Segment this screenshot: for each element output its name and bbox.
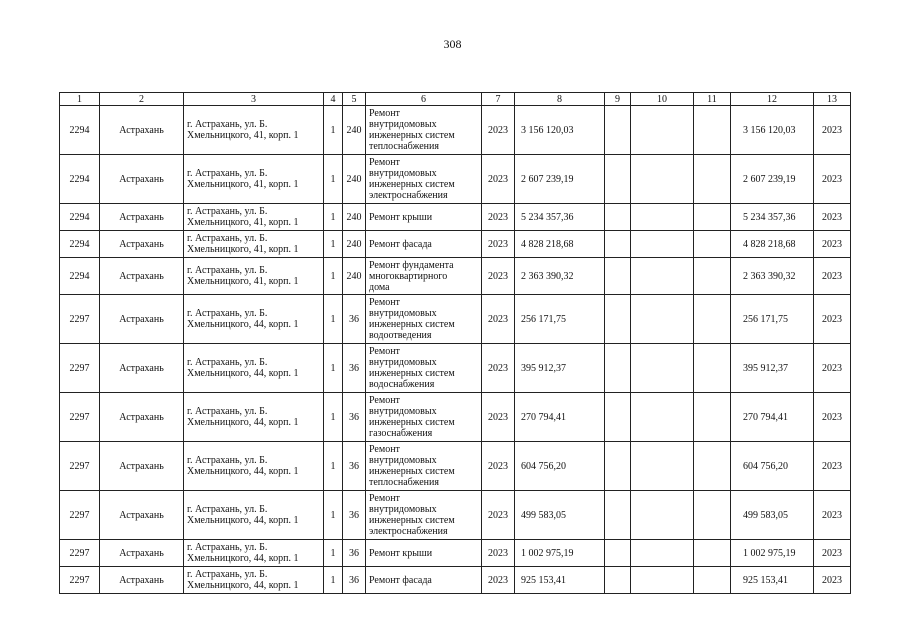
table-row xyxy=(60,231,851,258)
column-9-cell xyxy=(605,155,631,204)
column-10-cell xyxy=(631,540,694,567)
year-cell: 2023 xyxy=(482,258,515,295)
municipality-cell: Астрахань xyxy=(100,295,184,344)
column-header: 12 xyxy=(731,93,814,106)
total-cost-cell: 4 828 218,68 xyxy=(731,231,814,258)
municipality-cell: Астрахань xyxy=(100,106,184,155)
completion-year-cell: 2023 xyxy=(814,491,851,540)
municipality-cell: Астрахань xyxy=(100,491,184,540)
column-5-cell: 240 xyxy=(343,258,366,295)
work-type-cell: Ремонт фасада xyxy=(366,567,482,594)
column-4-cell: 1 xyxy=(324,344,343,393)
column-9-cell xyxy=(605,231,631,258)
table-row xyxy=(60,295,851,344)
municipality-cell: Астрахань xyxy=(100,258,184,295)
work-type-cell: Ремонт крыши xyxy=(366,540,482,567)
column-5-cell: 36 xyxy=(343,344,366,393)
address-cell: г. Астрахань, ул. Б. Хмельницкого, 41, корп. 1 xyxy=(184,204,324,231)
table-row xyxy=(60,155,851,204)
address-cell: г. Астрахань, ул. Б. Хмельницкого, 41, корп. 1 xyxy=(184,106,324,155)
cost-cell: 4 828 218,68 xyxy=(515,231,605,258)
table-row xyxy=(60,106,851,155)
year-cell: 2023 xyxy=(482,231,515,258)
column-header: 2 xyxy=(100,93,184,106)
address-cell: г. Астрахань, ул. Б. Хмельницкого, 44, корп. 1 xyxy=(184,442,324,491)
record-id-cell: 2294 xyxy=(60,155,100,204)
municipality-cell: Астрахань xyxy=(100,231,184,258)
column-9-cell xyxy=(605,540,631,567)
address-cell: г. Астрахань, ул. Б. Хмельницкого, 41, корп. 1 xyxy=(184,231,324,258)
cost-cell: 1 002 975,19 xyxy=(515,540,605,567)
column-11-cell xyxy=(694,258,731,295)
column-header: 9 xyxy=(605,93,631,106)
completion-year-cell: 2023 xyxy=(814,540,851,567)
total-cost-cell: 5 234 357,36 xyxy=(731,204,814,231)
work-type-cell: Ремонт фундамента многоквартирного дома xyxy=(366,258,482,295)
column-header: 8 xyxy=(515,93,605,106)
record-id-cell: 2297 xyxy=(60,344,100,393)
year-cell: 2023 xyxy=(482,204,515,231)
completion-year-cell: 2023 xyxy=(814,155,851,204)
address-cell: г. Астрахань, ул. Б. Хмельницкого, 44, корп. 1 xyxy=(184,491,324,540)
column-11-cell xyxy=(694,567,731,594)
record-id-cell: 2294 xyxy=(60,258,100,295)
column-10-cell xyxy=(631,491,694,540)
municipality-cell: Астрахань xyxy=(100,204,184,231)
column-10-cell xyxy=(631,295,694,344)
total-cost-cell: 2 607 239,19 xyxy=(731,155,814,204)
cost-cell: 5 234 357,36 xyxy=(515,204,605,231)
completion-year-cell: 2023 xyxy=(814,258,851,295)
column-4-cell: 1 xyxy=(324,491,343,540)
column-10-cell xyxy=(631,567,694,594)
completion-year-cell: 2023 xyxy=(814,295,851,344)
column-10-cell xyxy=(631,231,694,258)
record-id-cell: 2297 xyxy=(60,491,100,540)
column-5-cell: 36 xyxy=(343,393,366,442)
total-cost-cell: 925 153,41 xyxy=(731,567,814,594)
column-4-cell: 1 xyxy=(324,442,343,491)
column-10-cell xyxy=(631,442,694,491)
column-4-cell: 1 xyxy=(324,393,343,442)
cost-cell: 270 794,41 xyxy=(515,393,605,442)
column-10-cell xyxy=(631,258,694,295)
record-id-cell: 2294 xyxy=(60,204,100,231)
column-9-cell xyxy=(605,393,631,442)
column-header: 3 xyxy=(184,93,324,106)
record-id-cell: 2297 xyxy=(60,393,100,442)
column-5-cell: 36 xyxy=(343,540,366,567)
page-number: 308 xyxy=(443,37,462,51)
total-cost-cell: 604 756,20 xyxy=(731,442,814,491)
column-5-cell: 36 xyxy=(343,491,366,540)
address-cell: г. Астрахань, ул. Б. Хмельницкого, 44, корп. 1 xyxy=(184,540,324,567)
column-11-cell xyxy=(694,491,731,540)
completion-year-cell: 2023 xyxy=(814,344,851,393)
column-9-cell xyxy=(605,106,631,155)
cost-cell: 395 912,37 xyxy=(515,344,605,393)
column-4-cell: 1 xyxy=(324,106,343,155)
column-11-cell xyxy=(694,155,731,204)
address-cell: г. Астрахань, ул. Б. Хмельницкого, 41, корп. 1 xyxy=(184,155,324,204)
completion-year-cell: 2023 xyxy=(814,231,851,258)
total-cost-cell: 499 583,05 xyxy=(731,491,814,540)
column-9-cell xyxy=(605,344,631,393)
year-cell: 2023 xyxy=(482,344,515,393)
record-id-cell: 2297 xyxy=(60,567,100,594)
address-cell: г. Астрахань, ул. Б. Хмельницкого, 44, корп. 1 xyxy=(184,393,324,442)
work-type-cell: Ремонт внутридомовых инженерных систем газоснабжения xyxy=(366,393,482,442)
column-11-cell xyxy=(694,231,731,258)
column-header: 1 xyxy=(60,93,100,106)
column-11-cell xyxy=(694,442,731,491)
column-10-cell xyxy=(631,106,694,155)
year-cell: 2023 xyxy=(482,567,515,594)
year-cell: 2023 xyxy=(482,442,515,491)
column-11-cell xyxy=(694,344,731,393)
column-11-cell xyxy=(694,106,731,155)
total-cost-cell: 395 912,37 xyxy=(731,344,814,393)
municipality-cell: Астрахань xyxy=(100,155,184,204)
municipality-cell: Астрахань xyxy=(100,344,184,393)
column-5-cell: 240 xyxy=(343,204,366,231)
column-10-cell xyxy=(631,393,694,442)
column-4-cell: 1 xyxy=(324,231,343,258)
column-9-cell xyxy=(605,258,631,295)
year-cell: 2023 xyxy=(482,295,515,344)
record-id-cell: 2294 xyxy=(60,106,100,155)
work-type-cell: Ремонт внутридомовых инженерных систем теплоснабжения xyxy=(366,442,482,491)
table-row xyxy=(60,491,851,540)
column-5-cell: 36 xyxy=(343,567,366,594)
year-cell: 2023 xyxy=(482,491,515,540)
column-header: 13 xyxy=(814,93,851,106)
column-5-cell: 240 xyxy=(343,155,366,204)
column-11-cell xyxy=(694,204,731,231)
total-cost-cell: 270 794,41 xyxy=(731,393,814,442)
address-cell: г. Астрахань, ул. Б. Хмельницкого, 44, корп. 1 xyxy=(184,295,324,344)
completion-year-cell: 2023 xyxy=(814,106,851,155)
column-5-cell: 36 xyxy=(343,442,366,491)
municipality-cell: Астрахань xyxy=(100,567,184,594)
cost-cell: 604 756,20 xyxy=(515,442,605,491)
column-header: 7 xyxy=(482,93,515,106)
completion-year-cell: 2023 xyxy=(814,442,851,491)
work-type-cell: Ремонт внутридомовых инженерных систем водоснабжения xyxy=(366,344,482,393)
column-11-cell xyxy=(694,393,731,442)
cost-cell: 256 171,75 xyxy=(515,295,605,344)
table-row xyxy=(60,204,851,231)
column-header: 10 xyxy=(631,93,694,106)
column-10-cell xyxy=(631,204,694,231)
column-9-cell xyxy=(605,491,631,540)
column-9-cell xyxy=(605,567,631,594)
column-header: 6 xyxy=(366,93,482,106)
cost-cell: 499 583,05 xyxy=(515,491,605,540)
table-row xyxy=(60,442,851,491)
completion-year-cell: 2023 xyxy=(814,204,851,231)
column-9-cell xyxy=(605,295,631,344)
column-5-cell: 240 xyxy=(343,106,366,155)
completion-year-cell: 2023 xyxy=(814,567,851,594)
total-cost-cell: 2 363 390,32 xyxy=(731,258,814,295)
municipality-cell: Астрахань xyxy=(100,442,184,491)
column-4-cell: 1 xyxy=(324,258,343,295)
column-4-cell: 1 xyxy=(324,540,343,567)
work-type-cell: Ремонт внутридомовых инженерных систем электроснабжения xyxy=(366,491,482,540)
cost-cell: 925 153,41 xyxy=(515,567,605,594)
column-header: 5 xyxy=(343,93,366,106)
municipality-cell: Астрахань xyxy=(100,393,184,442)
column-4-cell: 1 xyxy=(324,204,343,231)
total-cost-cell: 1 002 975,19 xyxy=(731,540,814,567)
column-number-row xyxy=(60,93,851,106)
column-9-cell xyxy=(605,442,631,491)
column-9-cell xyxy=(605,204,631,231)
work-type-cell: Ремонт внутридомовых инженерных систем теплоснабжения xyxy=(366,106,482,155)
total-cost-cell: 256 171,75 xyxy=(731,295,814,344)
municipality-cell: Астрахань xyxy=(100,540,184,567)
cost-cell: 3 156 120,03 xyxy=(515,106,605,155)
column-5-cell: 240 xyxy=(343,231,366,258)
column-4-cell: 1 xyxy=(324,155,343,204)
table-row xyxy=(60,393,851,442)
record-id-cell: 2294 xyxy=(60,231,100,258)
work-type-cell: Ремонт внутридомовых инженерных систем водоотведения xyxy=(366,295,482,344)
column-header: 4 xyxy=(324,93,343,106)
cost-cell: 2 363 390,32 xyxy=(515,258,605,295)
column-header: 11 xyxy=(694,93,731,106)
year-cell: 2023 xyxy=(482,540,515,567)
year-cell: 2023 xyxy=(482,393,515,442)
record-id-cell: 2297 xyxy=(60,540,100,567)
record-id-cell: 2297 xyxy=(60,442,100,491)
repair-schedule-table xyxy=(59,92,851,594)
table-row xyxy=(60,540,851,567)
completion-year-cell: 2023 xyxy=(814,393,851,442)
column-10-cell xyxy=(631,155,694,204)
table-row xyxy=(60,567,851,594)
address-cell: г. Астрахань, ул. Б. Хмельницкого, 44, корп. 1 xyxy=(184,567,324,594)
column-10-cell xyxy=(631,344,694,393)
column-4-cell: 1 xyxy=(324,567,343,594)
table-row xyxy=(60,258,851,295)
year-cell: 2023 xyxy=(482,106,515,155)
column-4-cell: 1 xyxy=(324,295,343,344)
column-11-cell xyxy=(694,295,731,344)
work-type-cell: Ремонт крыши xyxy=(366,204,482,231)
address-cell: г. Астрахань, ул. Б. Хмельницкого, 44, корп. 1 xyxy=(184,344,324,393)
column-5-cell: 36 xyxy=(343,295,366,344)
work-type-cell: Ремонт фасада xyxy=(366,231,482,258)
column-11-cell xyxy=(694,540,731,567)
year-cell: 2023 xyxy=(482,155,515,204)
total-cost-cell: 3 156 120,03 xyxy=(731,106,814,155)
work-type-cell: Ремонт внутридомовых инженерных систем электроснабжения xyxy=(366,155,482,204)
address-cell: г. Астрахань, ул. Б. Хмельницкого, 41, корп. 1 xyxy=(184,258,324,295)
record-id-cell: 2297 xyxy=(60,295,100,344)
table-row xyxy=(60,344,851,393)
cost-cell: 2 607 239,19 xyxy=(515,155,605,204)
